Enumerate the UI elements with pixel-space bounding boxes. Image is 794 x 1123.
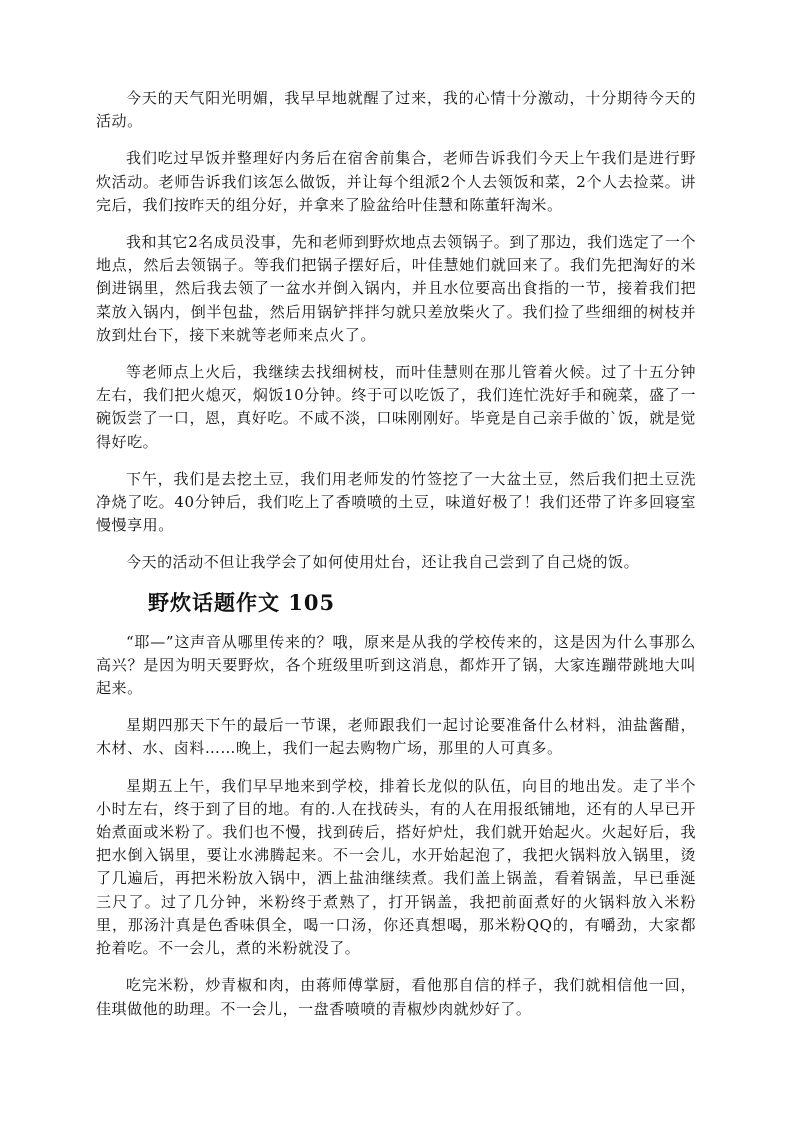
article1-paragraph-4: 等老师点上火后，我继续去找细树枝，而叶佳慧则在那儿管着火候。过了十五分钟左右，我们把火熄灭，焖饭10分钟。终于可以吃饭了，我们连忙洗好手和碗菜，盛了一碗饭尝了一口，恩，真好吃。不咸不淡，口味刚刚好。毕竟是自己亲手做的`饭，就是觉得好吃。 xyxy=(96,363,696,451)
article2-paragraph-3: 星期五上午，我们早早地来到学校，排着长龙似的队伍，向目的地出发。走了半个小时左右，终于到了目的地。有的.人在找砖头，有的人在用报纸铺地，还有的人早已开始煮面或米粉了。我们也不慢，找到砖后，搭好炉灶，我们就开始起火。火起好后，我把水倒入锅里，要让水沸腾起来。不一会儿，水开始起泡了，我把火锅料放入锅里，烫了几遍后，再把米粉放入锅中，洒上盐油继续煮。我们盖上锅盖，看着锅盖，早已垂涎三尺了。过了几分钟，米粉终于煮熟了，打开锅盖，我把前面煮好的火锅料放入米粉里，那汤汁真是色香味俱全，喝一口汤，你还真想喝，那米粉QQ的，有嚼劲，大家都抢着吃。不一会儿，煮的米粉就没了。 xyxy=(96,776,696,958)
article2-title: 野炊话题作文 105 xyxy=(148,589,336,615)
article1-paragraph-5: 下午，我们是去挖土豆，我们用老师发的竹签挖了一大盆土豆，然后我们把土豆洗净烧了吃。40分钟后，我们吃上了香喷喷的土豆，味道好极了！我们还带了许多回寝室慢慢享用。 xyxy=(96,469,696,535)
article1-paragraph-3: 我和其它2名成员没事，先和老师到野炊地点去领锅子。到了那边，我们选定了一个地点，然后去领锅子。等我们把锅子摆好后，叶佳慧她们就回来了。我们先把淘好的米倒进锅里，然后我去领了一盆水并倒入锅内，并且水位要高出食指的一节，接着我们把菜放入锅内，倒半包盐，然后用锅铲拌拌匀就只差放柴火了。我们捡了些细细的树枝并放到灶台下，接下来就等老师来点火了。 xyxy=(96,233,696,344)
article2-paragraph-4: 吃完米粉，炒青椒和肉，由蒋师傅掌厨，看他那自信的样子，我们就相信他一回，佳琪做他的助理。不一会儿，一盘香喷喷的青椒炒肉就炒好了。 xyxy=(96,976,696,1018)
article2-paragraph-1: “耶—”这声音从哪里传来的？哦，原来是从我的学校传来的，这是因为什么事那么高兴？是因为明天要野炊，各个班级里听到这消息，都炸开了锅，大家连蹦带跳地大叫起来。 xyxy=(96,632,696,698)
article1-paragraph-6: 今天的活动不但让我学会了如何使用灶台，还让我自己尝到了自己烧的饭。 xyxy=(126,553,640,572)
article1-paragraph-2: 我们吃过早饭并整理好内务后在宿舍前集合，老师告诉我们今天上午我们是进行野炊活动。老师告诉我们该怎么做饭，并让每个组派2个人去领饭和菜，2个人去捡菜。讲完后，我们按昨天的组分好，并拿来了脸盆给叶佳慧和陈董轩淘米。 xyxy=(96,149,696,214)
article2-paragraph-2: 星期四那天下午的最后一节课，老师跟我们一起讨论要准备什么材料，油盐酱醋，木材、水、卤料……晚上，我们一起去购物广场，那里的人可真多。 xyxy=(96,716,696,758)
article1-paragraph-1: 今天的天气阳光明媚，我早早地就醒了过来，我的心情十分激动，十分期待今天的活动。 xyxy=(96,89,696,131)
